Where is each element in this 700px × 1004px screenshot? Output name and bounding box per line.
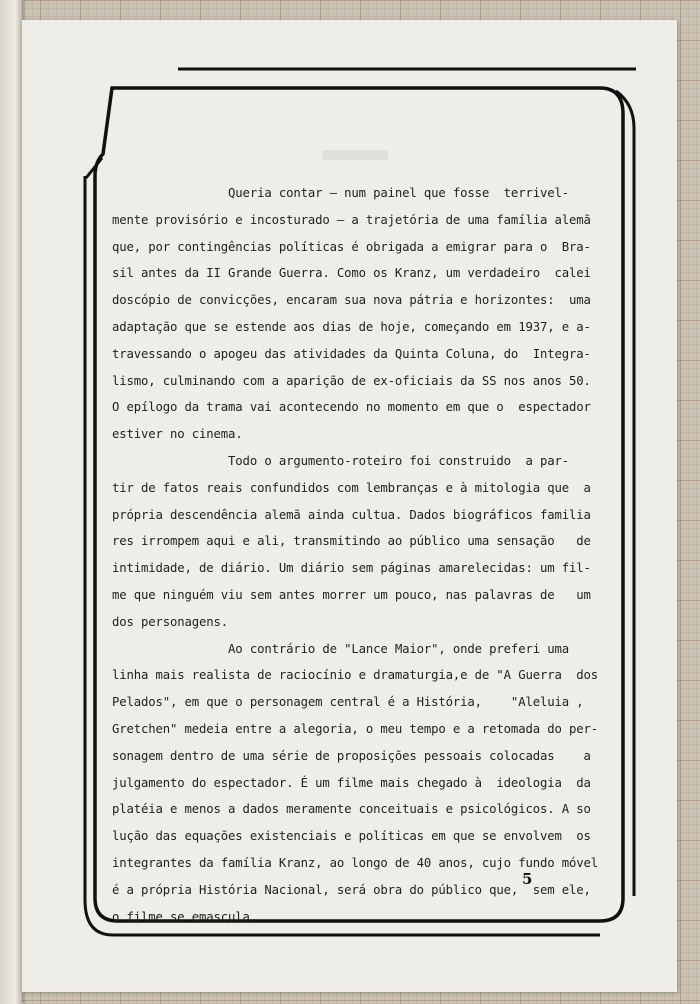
text-line: tir de fatos reais confundidos com lembranças e à mitologia que a (112, 480, 591, 495)
text-line: integrantes da família Kranz, ao longo de 40 anos, cujo fundo móvel (112, 855, 598, 870)
text-line: estiver no cinema. (112, 427, 243, 442)
text-line: lução das equações existenciais e políticas em que se envolvem os (112, 829, 591, 844)
text-line: é a própria História Nacional, será obra do público que, sem ele, (112, 882, 591, 897)
text-line: Ao contrário de "Lance Maior", onde preferi uma (112, 641, 569, 656)
faded-heading-bleedthrough (322, 150, 388, 160)
text-line: própria descendência alemã ainda cultua. Dados biográficos familia (112, 507, 591, 522)
text-line: que, por contingências políticas é obrigada a emigrar para o Bra- (112, 239, 591, 254)
text-line: lismo, culminando com a aparição de ex-oficiais da SS nos anos 50. (112, 373, 591, 388)
text-line: julgamento do espectador. É um filme mais chegado à ideologia da (112, 775, 591, 790)
text-line: travessando o apogeu das atividades da Quinta Coluna, do Integra- (112, 346, 591, 361)
text-line: linha mais realista de raciocínio e dramaturgia,e de "A Guerra dos (112, 668, 598, 683)
text-line: sil antes da II Grande Guerra. Como os Kranz, um verdadeiro calei (112, 266, 591, 281)
text-line: Queria contar — num painel que fosse terrivel- (112, 186, 569, 200)
text-line: me que ninguém viu sem antes morrer um pouco, nas palavras de um (112, 587, 591, 602)
text-line: Pelados", em que o personagem central é a História, "Aleluia , (112, 695, 584, 710)
text-line: intimidade, de diário. Um diário sem páginas amarelecidas: um fil- (112, 561, 591, 576)
text-line: Todo o argumento-roteiro foi construido a par- (112, 453, 569, 468)
text-line: doscópio de convicções, encaram sua nova pátria e horizontes: uma (112, 293, 591, 308)
paragraph (112, 180, 598, 448)
text-line: sonagem dentro de uma série de proposições pessoais colocadas a (112, 748, 591, 763)
text-line: mente provisório e incosturado — a trajetória de uma família alemã (112, 212, 591, 227)
page-number: 5 (522, 870, 533, 888)
text-line: platéia e menos a dados meramente conceituais e psicológicos. A so (112, 802, 591, 817)
text-line: adaptação que se estende aos dias de hoje, começando em 1937, e a- (112, 319, 591, 334)
text-line: o filme se emascula. (112, 909, 258, 924)
body-text (112, 180, 598, 930)
booklet-spine (0, 0, 22, 1004)
text-line: res irrompem aqui e ali, transmitindo ao público uma sensação de (112, 534, 591, 549)
text-line: dos personagens. (112, 614, 229, 629)
paragraph (112, 448, 598, 636)
text-line: O epílogo da trama vai acontecendo no momento em que o espectador (112, 400, 591, 415)
text-line: Gretchen" medeia entre a alegoria, o meu tempo e a retomada do per- (112, 721, 598, 736)
